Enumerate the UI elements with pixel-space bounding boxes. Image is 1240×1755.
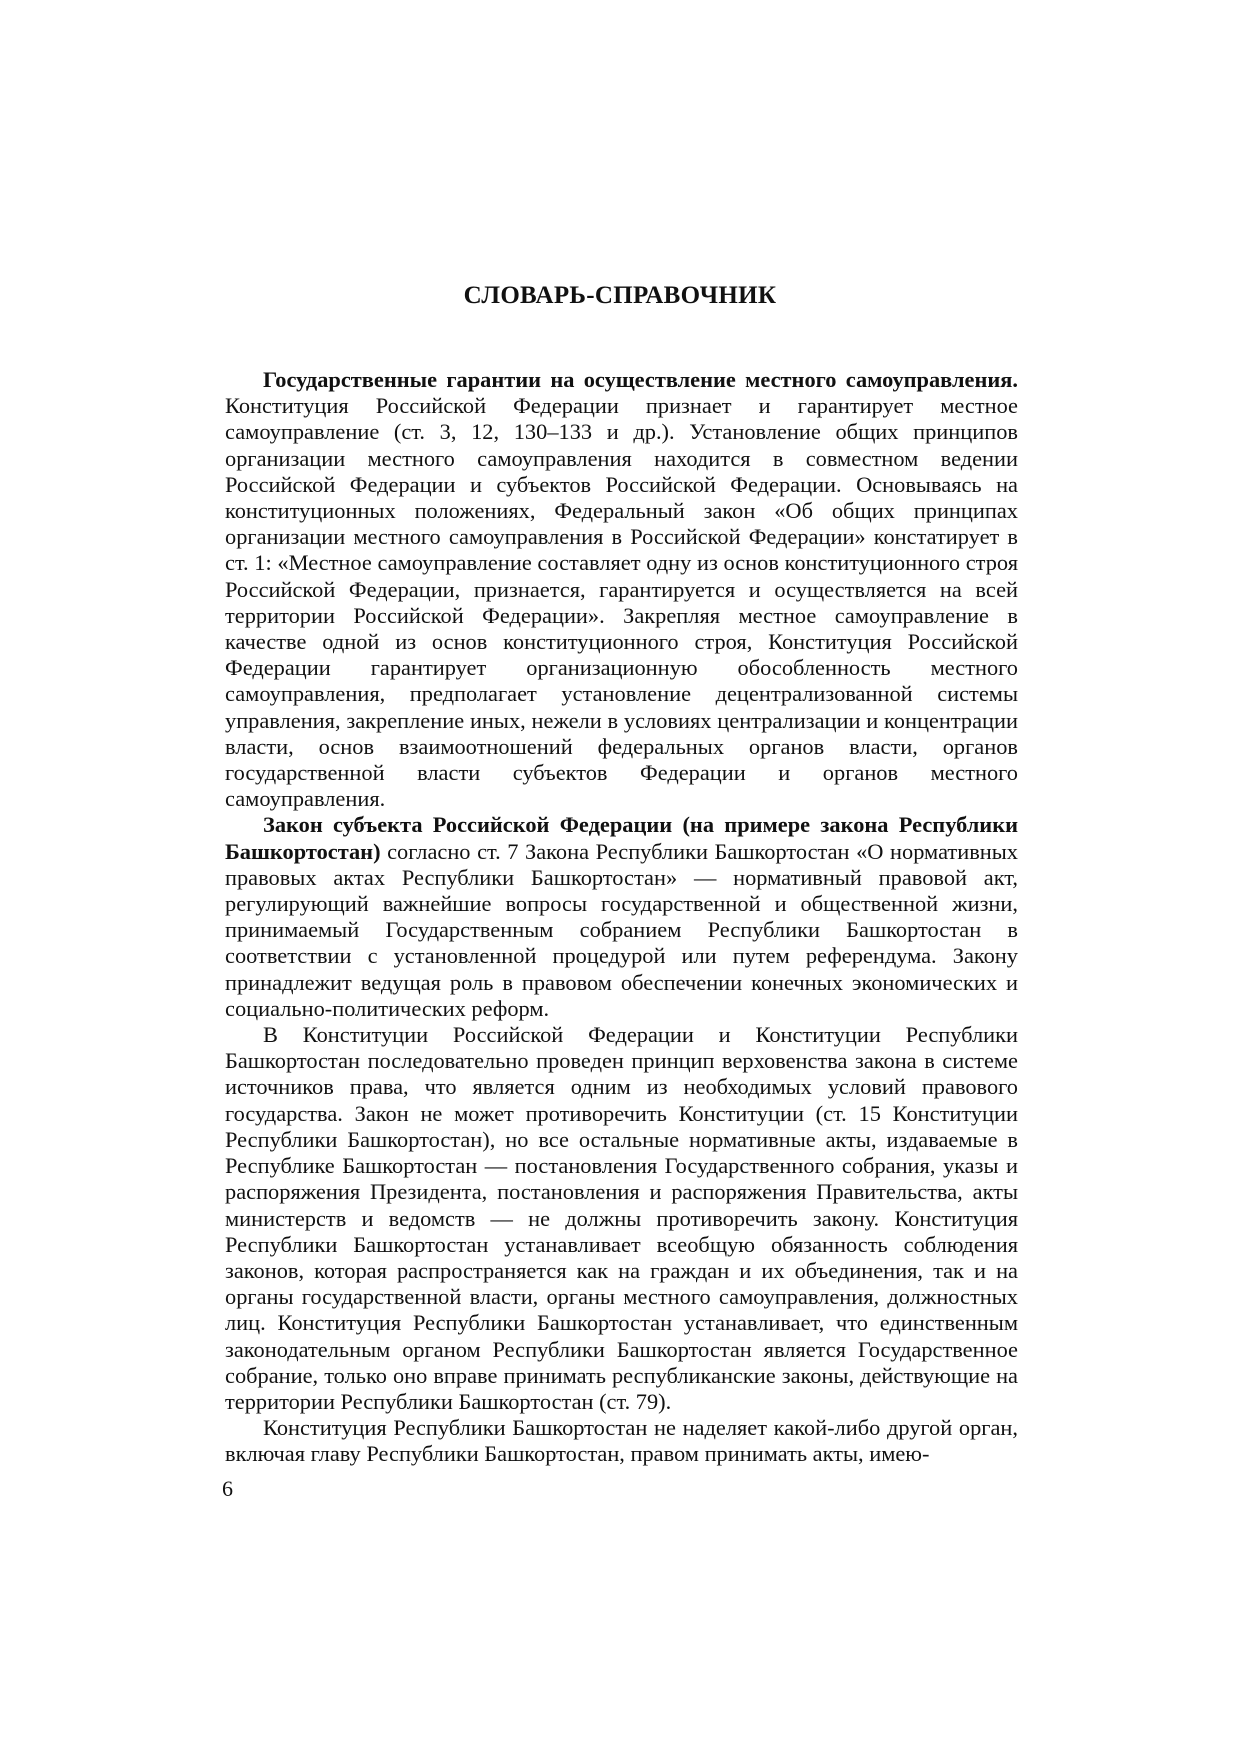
page-title: СЛОВАРЬ-СПРАВОЧНИК xyxy=(463,282,777,309)
term-heading: Государственные гарантии на осуществление местного самоуправления. xyxy=(263,367,1018,392)
paragraph-constitution-bashkortostan xyxy=(225,1415,1018,1467)
body-text xyxy=(225,367,1018,1468)
paragraph-state-guarantees xyxy=(225,367,1018,812)
paragraph-text: В Конституции Российской Федерации и Конституции Республики Башкортостан последовательно проведен принцип верховенства закона в системе источников права, что является одним из необходимых условий правового государства. Закон не может противоречить Конституции (ст. 15 Конституции Республики Башкортостан), но все остальные нормативные акты, издаваемые в Республике Башкортостан — постановления Государственного собрания, указы и распоряжения Президента, постановления и распоряжения Правительства, акты министерств и ведомств — не должны противоречить закону. Конституция Республики Башкортостан устанавливает всеобщую обязанность соблюдения законов, которая распространяется как на граждан и их объединения, так и на органы государственной власти, органы местного самоуправления, должностных лиц. Конституция Республики Башкортостан устанавливает, что единственным законодательным органом Республики Башкортостан является Государственное собрание, только оно вправе принимать республиканские законы, действующие на территории Республики Башкортостан (ст. 79). xyxy=(225,1022,1018,1414)
paragraph-text: согласно ст. 7 Закона Республики Башкортостан «О нормативных правовых актах Республики Башкортостан» — нормативный правовой акт, регулирующий важнейшие вопросы государственной и общественной жизни, принимаемый Государственным собранием Республики Башкортостан в соответствии с установленной процедурой или путем референдума. Закону принадлежит ведущая роль в правовом обеспечении конечных экономических и социально-политических реформ. xyxy=(225,838,1018,1021)
paragraph-supremacy-of-law xyxy=(225,1022,1018,1415)
paragraph-regional-law xyxy=(225,812,1018,1022)
page-number: 6 xyxy=(222,1476,233,1501)
term-heading: Закон субъекта Российской Федерации (на примере закона Республики Башкортостан) xyxy=(225,812,1018,864)
paragraph-text: Конституция Российской Федерации признает и гарантирует местное самоуправление (ст. 3, 12, 130–133 и др.). Установление общих принципов организации местного самоуправления находится в совместном ведении Российской Федерации и субъектов Российской Федерации. Основываясь на конституционных положениях, Федеральный закон «Об общих принципах организации местного самоуправления в Российской Федерации» констатирует в ст. 1: «Местное самоуправление составляет одну из основ конституционного строя Российской Федерации, признается, гарантируется и осуществляется на всей территории Российской Федерации». Закрепляя местное самоуправление в качестве одной из основ конституционного строя, Конституция Российской Федерации гарантирует организационную обособленность местного самоуправления, предполагает установление децентрализованной системы управления, закрепление иных, нежели в условиях централизации и концентрации власти, основ взаимоотношений федеральных органов власти, органов государственной власти субъектов Федерации и органов местного самоуправления. xyxy=(225,393,1018,812)
paragraph-text: Конституция Республики Башкортостан не наделяет какой-либо другой орган, включая главу Республики Башкортостан, правом принимать акты, имею- xyxy=(225,1415,1018,1467)
